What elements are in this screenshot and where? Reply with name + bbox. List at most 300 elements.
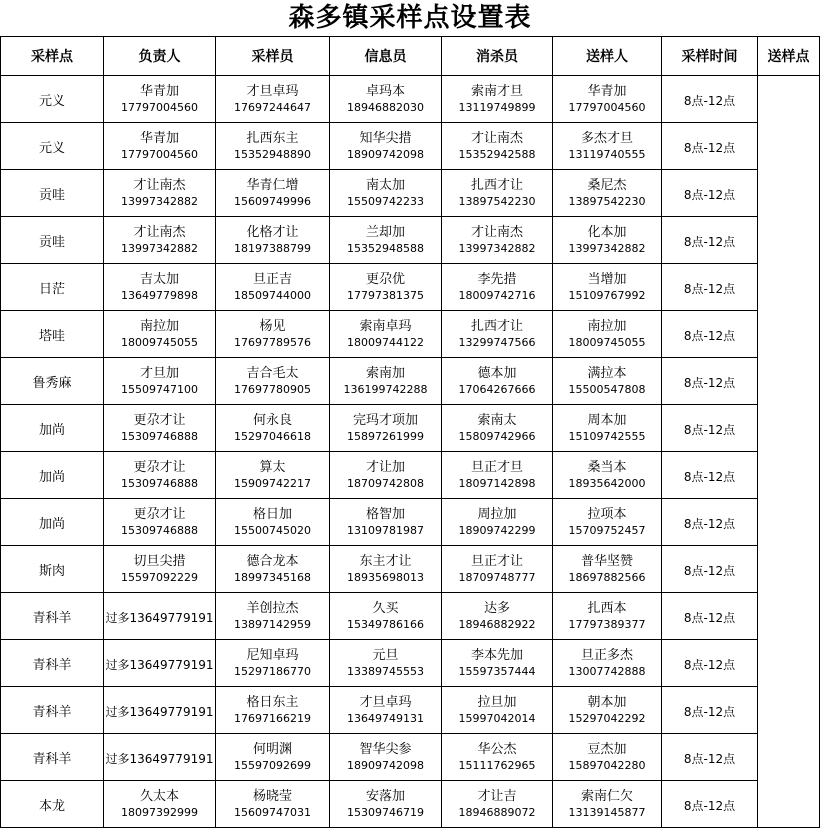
table-row xyxy=(1,405,820,452)
disinfector-phone: 15597357444 xyxy=(458,665,536,678)
manager-name: 久太本 xyxy=(139,789,179,804)
site-cell xyxy=(1,781,104,828)
manager-phone: 17797004560 xyxy=(121,148,198,161)
site-name: 鲁秀麻 xyxy=(32,375,72,391)
sampling-time: 8点-12点 xyxy=(683,422,736,437)
disinfector-name: 才让南杰 xyxy=(470,131,523,146)
manager-phone: 15309746888 xyxy=(121,477,198,490)
disinfector-cell xyxy=(442,311,553,358)
info-officer-cell xyxy=(330,264,442,311)
courier-cell xyxy=(553,311,662,358)
manager-cell xyxy=(104,781,216,828)
manager-cell xyxy=(104,311,216,358)
courier-name: 索南仁欠 xyxy=(580,789,633,804)
info-officer-name: 南太加 xyxy=(365,178,405,193)
courier-name: 拉项本 xyxy=(587,507,627,522)
site-cell xyxy=(1,217,104,264)
sampler-cell xyxy=(216,452,330,499)
info-officer-name: 东主才让 xyxy=(359,554,412,569)
info-officer-phone: 15897261999 xyxy=(347,430,424,443)
disinfector-cell xyxy=(442,123,553,170)
courier-phone: 15500547808 xyxy=(568,383,646,396)
table-row xyxy=(1,311,820,358)
sampler-phone: 18509744000 xyxy=(234,289,311,302)
info-officer-phone: 18909742098 xyxy=(347,148,424,161)
courier-name: 普华坚赞 xyxy=(580,554,633,569)
sampling-time: 8点-12点 xyxy=(683,798,736,813)
courier-cell xyxy=(553,499,662,546)
site-cell xyxy=(1,499,104,546)
disinfector-name: 周拉加 xyxy=(477,507,517,522)
disinfector-name: 才让南杰 xyxy=(470,225,523,240)
time-cell xyxy=(662,170,758,217)
info-officer-cell xyxy=(330,546,442,593)
manager-phone: 13997342882 xyxy=(121,242,198,255)
courier-cell xyxy=(553,217,662,264)
sampler-cell xyxy=(216,311,330,358)
disinfector-name: 华公杰 xyxy=(477,742,517,757)
sampling-time: 8点-12点 xyxy=(683,234,736,249)
header-row xyxy=(1,37,820,76)
sampler-name: 尼知卓玛 xyxy=(246,648,299,663)
manager-phone: 15597092229 xyxy=(121,571,198,584)
sampler-phone: 15597092699 xyxy=(234,759,311,772)
sampler-phone: 18997345168 xyxy=(234,571,311,584)
disinfector-name: 旦正才旦 xyxy=(470,460,523,475)
disinfector-name: 李先措 xyxy=(477,272,517,287)
site-name: 本龙 xyxy=(38,798,65,814)
disinfector-phone: 13299747566 xyxy=(458,336,536,349)
courier-cell xyxy=(553,452,662,499)
courier-phone: 15897042280 xyxy=(568,759,646,772)
site-cell xyxy=(1,405,104,452)
info-officer-cell xyxy=(330,734,442,781)
disinfector-name: 才让吉 xyxy=(477,789,517,804)
sampler-name: 德合龙本 xyxy=(246,554,299,569)
info-officer-phone: 15509742233 xyxy=(347,195,424,208)
courier-phone: 15297042292 xyxy=(568,712,646,725)
manager-name: 华青加 xyxy=(139,131,179,146)
info-officer-phone: 136199742288 xyxy=(343,383,428,396)
table-row xyxy=(1,123,820,170)
courier-cell xyxy=(553,781,662,828)
sampler-cell xyxy=(216,358,330,405)
info-officer-name: 格智加 xyxy=(365,507,405,522)
manager-name: 切旦尖措 xyxy=(133,554,186,569)
disinfector-phone: 15352942588 xyxy=(458,148,536,161)
disinfector-name: 扎西才让 xyxy=(470,178,523,193)
sampler-cell xyxy=(216,640,330,687)
site-name: 青科羊 xyxy=(32,657,72,673)
manager-name: 南拉加 xyxy=(139,319,179,334)
disinfector-cell xyxy=(442,358,553,405)
disinfector-cell xyxy=(442,405,553,452)
site-name: 青科羊 xyxy=(32,610,72,626)
manager-phone: 17797004560 xyxy=(121,101,198,114)
time-cell xyxy=(662,593,758,640)
time-cell xyxy=(662,217,758,264)
info-officer-cell xyxy=(330,687,442,734)
sampler-name: 何永良 xyxy=(252,413,292,428)
courier-name: 豆杰加 xyxy=(587,742,627,757)
info-officer-name: 更尕优 xyxy=(365,272,405,287)
disinfector-cell xyxy=(442,264,553,311)
sampling-time: 8点-12点 xyxy=(683,657,736,672)
col-header-manager: 负责人 xyxy=(104,37,216,76)
site-name: 青科羊 xyxy=(32,704,72,720)
disinfector-name: 德本加 xyxy=(477,366,517,381)
sampler-name: 杨见 xyxy=(259,319,286,334)
courier-phone: 17797004560 xyxy=(568,101,646,114)
disinfector-phone: 13997342882 xyxy=(458,242,536,255)
disinfector-phone: 18946889072 xyxy=(458,806,536,819)
manager-text: 过多13649779191 xyxy=(105,751,214,766)
manager-cell xyxy=(104,405,216,452)
table-row xyxy=(1,593,820,640)
col-header-info: 信息员 xyxy=(330,37,442,76)
info-officer-name: 完玛才项加 xyxy=(352,413,418,428)
manager-name: 才让南杰 xyxy=(133,225,186,240)
table-row xyxy=(1,734,820,781)
sampler-phone: 17697166219 xyxy=(234,712,311,725)
site-cell xyxy=(1,452,104,499)
courier-name: 多杰才旦 xyxy=(580,131,633,146)
info-officer-phone: 17797381375 xyxy=(347,289,424,302)
sampler-cell xyxy=(216,170,330,217)
sampler-phone: 15352948890 xyxy=(234,148,311,161)
site-name: 元义 xyxy=(38,140,65,156)
time-cell xyxy=(662,546,758,593)
courier-phone: 17797389377 xyxy=(568,618,646,631)
disinfector-phone: 13897542230 xyxy=(458,195,536,208)
col-header-disinfect: 消杀员 xyxy=(442,37,553,76)
manager-name: 更尕才让 xyxy=(133,413,186,428)
info-officer-name: 兰却加 xyxy=(365,225,405,240)
courier-name: 南拉加 xyxy=(587,319,627,334)
info-officer-cell xyxy=(330,358,442,405)
col-header-time: 采样时间 xyxy=(662,37,758,76)
courier-phone: 18697882566 xyxy=(568,571,646,584)
site-cell xyxy=(1,687,104,734)
site-cell xyxy=(1,170,104,217)
delivery-point-cell xyxy=(758,76,820,828)
site-name: 斯肉 xyxy=(38,563,65,579)
manager-text: 过多13649779191 xyxy=(105,610,214,625)
disinfector-name: 索南才旦 xyxy=(470,84,523,99)
time-cell xyxy=(662,76,758,123)
info-officer-name: 知华尖措 xyxy=(359,131,412,146)
col-header-delivery-point: 送样点 xyxy=(758,37,820,76)
sampler-name: 格日东主 xyxy=(246,695,299,710)
time-cell xyxy=(662,734,758,781)
sampling-time: 8点-12点 xyxy=(683,751,736,766)
manager-phone: 15309746888 xyxy=(121,430,198,443)
info-officer-name: 久买 xyxy=(372,601,399,616)
table-row xyxy=(1,687,820,734)
manager-cell xyxy=(104,76,216,123)
sampler-cell xyxy=(216,217,330,264)
info-officer-cell xyxy=(330,593,442,640)
info-officer-phone: 13109781987 xyxy=(347,524,424,537)
disinfector-phone: 17064267666 xyxy=(458,383,536,396)
info-officer-name: 才旦卓玛 xyxy=(359,695,412,710)
info-officer-phone: 18709742808 xyxy=(347,477,424,490)
sampler-cell xyxy=(216,781,330,828)
disinfector-cell xyxy=(442,170,553,217)
disinfector-cell xyxy=(442,640,553,687)
time-cell xyxy=(662,687,758,734)
table-row xyxy=(1,358,820,405)
sampling-time: 8点-12点 xyxy=(683,469,736,484)
table-row xyxy=(1,217,820,264)
info-officer-name: 卓玛本 xyxy=(365,84,405,99)
site-name: 加尚 xyxy=(38,516,65,532)
sampling-time: 8点-12点 xyxy=(683,610,736,625)
sampler-phone: 15609749996 xyxy=(234,195,311,208)
courier-cell xyxy=(553,358,662,405)
courier-phone: 15109767992 xyxy=(568,289,646,302)
disinfector-cell xyxy=(442,546,553,593)
site-cell xyxy=(1,734,104,781)
disinfector-phone: 15997042014 xyxy=(458,712,536,725)
manager-cell xyxy=(104,687,216,734)
sampler-name: 羊创拉杰 xyxy=(246,601,299,616)
disinfector-cell xyxy=(442,781,553,828)
disinfector-cell xyxy=(442,452,553,499)
sampler-phone: 15297186770 xyxy=(234,665,311,678)
sampler-phone: 15297046618 xyxy=(234,430,311,443)
manager-cell xyxy=(104,546,216,593)
info-officer-cell xyxy=(330,217,442,264)
sampling-time: 8点-12点 xyxy=(683,281,736,296)
disinfector-cell xyxy=(442,217,553,264)
info-officer-cell xyxy=(330,170,442,217)
manager-phone: 13649779898 xyxy=(121,289,198,302)
disinfector-phone: 18097142898 xyxy=(458,477,536,490)
sampler-cell xyxy=(216,123,330,170)
info-officer-cell xyxy=(330,311,442,358)
site-name: 塔哇 xyxy=(38,328,65,344)
sampling-time: 8点-12点 xyxy=(683,375,736,390)
disinfector-name: 达多 xyxy=(483,601,510,616)
disinfector-phone: 13119749899 xyxy=(458,101,536,114)
table-row xyxy=(1,264,820,311)
courier-phone: 13997342882 xyxy=(568,242,646,255)
courier-phone: 15709752457 xyxy=(568,524,646,537)
info-officer-name: 元旦 xyxy=(372,648,399,663)
sampler-name: 格日加 xyxy=(252,507,292,522)
manager-cell xyxy=(104,358,216,405)
sampler-name: 华青仁增 xyxy=(246,178,299,193)
table-row xyxy=(1,170,820,217)
sampling-time: 8点-12点 xyxy=(683,140,736,155)
disinfector-cell xyxy=(442,734,553,781)
courier-phone: 18009745055 xyxy=(568,336,646,349)
sampler-cell xyxy=(216,405,330,452)
manager-phone: 15509747100 xyxy=(121,383,198,396)
info-officer-cell xyxy=(330,123,442,170)
courier-cell xyxy=(553,593,662,640)
manager-name: 更尕才让 xyxy=(133,460,186,475)
sampling-time: 8点-12点 xyxy=(683,516,736,531)
courier-name: 旦正多杰 xyxy=(580,648,633,663)
manager-phone: 18097392999 xyxy=(121,806,198,819)
courier-cell xyxy=(553,170,662,217)
disinfector-phone: 15111762965 xyxy=(458,759,536,772)
disinfector-name: 索南太 xyxy=(477,413,517,428)
table-row xyxy=(1,640,820,687)
disinfector-phone: 18946882922 xyxy=(458,618,536,631)
sampling-time: 8点-12点 xyxy=(683,704,736,719)
info-officer-phone: 18009744122 xyxy=(347,336,424,349)
sampler-phone: 15909742217 xyxy=(234,477,311,490)
table-row xyxy=(1,76,820,123)
time-cell xyxy=(662,405,758,452)
info-officer-cell xyxy=(330,76,442,123)
disinfector-name: 拉旦加 xyxy=(477,695,517,710)
disinfector-phone: 18009742716 xyxy=(458,289,536,302)
info-officer-cell xyxy=(330,405,442,452)
sampling-time: 8点-12点 xyxy=(683,187,736,202)
courier-name: 当增加 xyxy=(587,272,627,287)
manager-name: 吉太加 xyxy=(139,272,179,287)
info-officer-name: 索南加 xyxy=(365,366,405,381)
disinfector-phone: 18709748777 xyxy=(458,571,536,584)
courier-name: 满拉本 xyxy=(587,366,627,381)
info-officer-phone: 18909742098 xyxy=(347,759,424,772)
sampler-phone: 13897142959 xyxy=(234,618,311,631)
sampler-name: 旦正吉 xyxy=(252,272,292,287)
courier-phone: 13119740555 xyxy=(568,148,646,161)
manager-cell xyxy=(104,217,216,264)
info-officer-phone: 13389745553 xyxy=(347,665,424,678)
manager-name: 才旦加 xyxy=(139,366,179,381)
site-name: 贡哇 xyxy=(38,187,65,203)
manager-name: 才让南杰 xyxy=(133,178,186,193)
time-cell xyxy=(662,311,758,358)
info-officer-phone: 15352948588 xyxy=(347,242,424,255)
sampler-cell xyxy=(216,546,330,593)
info-officer-phone: 18946882030 xyxy=(347,101,424,114)
manager-text: 过多13649779191 xyxy=(105,657,214,672)
info-officer-phone: 15309746719 xyxy=(347,806,424,819)
manager-phone: 13997342882 xyxy=(121,195,198,208)
manager-text: 过多13649779191 xyxy=(105,704,214,719)
courier-name: 华青加 xyxy=(587,84,627,99)
manager-name: 华青加 xyxy=(139,84,179,99)
manager-cell xyxy=(104,170,216,217)
site-cell xyxy=(1,264,104,311)
site-name: 元义 xyxy=(38,93,65,109)
courier-phone: 18935642000 xyxy=(568,477,646,490)
sampler-cell xyxy=(216,687,330,734)
site-name: 加尚 xyxy=(38,422,65,438)
site-cell xyxy=(1,593,104,640)
table-row xyxy=(1,452,820,499)
info-officer-cell xyxy=(330,452,442,499)
table-row xyxy=(1,781,820,828)
courier-cell xyxy=(553,687,662,734)
sampler-phone: 17697780905 xyxy=(234,383,311,396)
sampler-phone: 15500745020 xyxy=(234,524,311,537)
site-cell xyxy=(1,311,104,358)
sampling-time: 8点-12点 xyxy=(683,328,736,343)
info-officer-name: 索南卓玛 xyxy=(359,319,412,334)
sampler-phone: 18197388799 xyxy=(234,242,311,255)
sampler-phone: 17697244647 xyxy=(234,101,311,114)
sampler-name: 化格才让 xyxy=(246,225,299,240)
manager-cell xyxy=(104,593,216,640)
table-row xyxy=(1,546,820,593)
col-header-sampler: 采样员 xyxy=(216,37,330,76)
time-cell xyxy=(662,452,758,499)
courier-phone: 13007742888 xyxy=(568,665,646,678)
sampling-time: 8点-12点 xyxy=(683,93,736,108)
manager-phone: 15309746888 xyxy=(121,524,198,537)
disinfector-phone: 15809742966 xyxy=(458,430,536,443)
manager-cell xyxy=(104,499,216,546)
info-officer-name: 智华尖参 xyxy=(359,742,412,757)
courier-name: 周本加 xyxy=(587,413,627,428)
manager-cell xyxy=(104,264,216,311)
courier-cell xyxy=(553,640,662,687)
courier-cell xyxy=(553,546,662,593)
sampler-name: 何明渊 xyxy=(252,742,292,757)
time-cell xyxy=(662,499,758,546)
courier-cell xyxy=(553,76,662,123)
sampler-name: 杨晓莹 xyxy=(252,789,292,804)
disinfector-cell xyxy=(442,593,553,640)
manager-cell xyxy=(104,640,216,687)
info-officer-name: 才让加 xyxy=(365,460,405,475)
disinfector-name: 扎西才让 xyxy=(470,319,523,334)
site-cell xyxy=(1,546,104,593)
info-officer-phone: 13649749131 xyxy=(347,712,424,725)
col-header-site: 采样点 xyxy=(1,37,104,76)
sampler-cell xyxy=(216,499,330,546)
manager-phone: 18009745055 xyxy=(121,336,198,349)
site-name: 青科羊 xyxy=(32,751,72,767)
time-cell xyxy=(662,123,758,170)
manager-cell xyxy=(104,734,216,781)
sampling-time: 8点-12点 xyxy=(683,563,736,578)
sampler-cell xyxy=(216,734,330,781)
time-cell xyxy=(662,264,758,311)
time-cell xyxy=(662,358,758,405)
site-cell xyxy=(1,123,104,170)
disinfector-name: 旦正才让 xyxy=(470,554,523,569)
disinfector-cell xyxy=(442,499,553,546)
col-header-courier: 送样人 xyxy=(553,37,662,76)
table-row xyxy=(1,499,820,546)
sampler-name: 吉合毛太 xyxy=(246,366,299,381)
disinfector-name: 李本先加 xyxy=(470,648,523,663)
time-cell xyxy=(662,781,758,828)
info-officer-cell xyxy=(330,499,442,546)
sampler-name: 才旦卓玛 xyxy=(246,84,299,99)
courier-name: 朝本加 xyxy=(587,695,627,710)
sampler-cell xyxy=(216,76,330,123)
sampler-name: 扎西东主 xyxy=(246,131,299,146)
courier-name: 桑当本 xyxy=(587,460,627,475)
manager-cell xyxy=(104,123,216,170)
courier-phone: 13897542230 xyxy=(568,195,646,208)
info-officer-cell xyxy=(330,640,442,687)
courier-cell xyxy=(553,734,662,781)
courier-name: 化本加 xyxy=(587,225,627,240)
sampler-phone: 17697789576 xyxy=(234,336,311,349)
page-title: 森多镇采样点设置表 xyxy=(288,3,532,33)
